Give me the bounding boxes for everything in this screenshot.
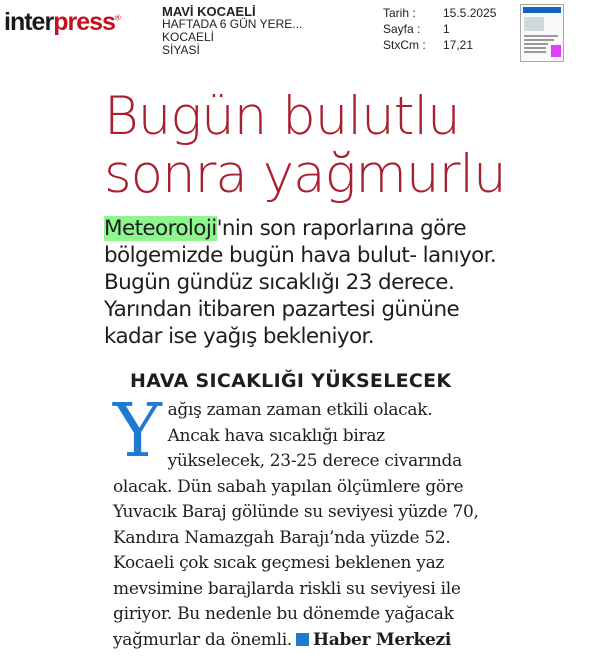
publication-info — [162, 5, 302, 57]
drop-cap: Y — [113, 388, 162, 474]
meta-key: Sayfa : — [383, 22, 421, 36]
headline-line-2: sonra yağmurlu — [104, 144, 506, 205]
highlighted-keyword: Meteoroloji — [104, 216, 217, 241]
thumbnail-line — [524, 47, 546, 49]
meta-row-date — [383, 5, 513, 21]
body-text: ağış zaman zaman etkili olacak. Ancak hava sıcaklığı biraz yükselecek, 23-25 derece civarında olacak. Dün sabah yapılan ölçümlere göre Yuvacık Baraj gölünde su seviyesi yüzde 70, Kandıra Namazgah Barajı’nda yüzde 52. Kocaeli çok sıcak geçmesi beklenen yaz mevsimine barajlarda riskli su seviyesi ile giriyor. Bu nedenle bu dönemde yağacak yağmurlar da önemli. — [113, 400, 479, 650]
publication-city: KOCAELİ — [162, 30, 215, 44]
thumbnail-photo — [524, 17, 544, 31]
article-subheading: HAVA SICAKLIĞI YÜKSELECEK — [130, 370, 452, 392]
headline-line-1: Bugün bulutlu — [104, 86, 460, 147]
lead-text: 'nin son raporlarına göre bölgemizde bugün hava bulut- lanıyor. Bugün gündüz sıcaklığı 23 derece. Yarından itibaren pazartesi gününe kadar ise yağış bekleniyor. — [104, 216, 497, 349]
logo-registered-mark: ® — [114, 13, 121, 23]
clipping-meta — [383, 5, 513, 53]
meta-row-page — [383, 21, 513, 37]
meta-value: 17,21 — [443, 38, 474, 52]
thumbnail-line — [524, 43, 548, 45]
publication-section: SİYASİ — [162, 43, 200, 57]
thumbnail-line — [524, 39, 554, 41]
article-headline — [104, 88, 544, 204]
thumbnail-highlight — [551, 45, 561, 57]
meta-key: StxCm : — [383, 38, 426, 52]
article-lead — [104, 215, 504, 350]
thumbnail-masthead — [523, 7, 561, 13]
logo-text-accent: press — [53, 8, 115, 36]
article-body — [113, 388, 483, 653]
publication-frequency: HAFTADA 6 GÜN YERE... — [162, 17, 303, 31]
byline: Haber Merkezi — [312, 629, 452, 650]
page-thumbnail[interactable] — [520, 4, 564, 62]
meta-value: 1 — [443, 22, 450, 36]
meta-row-stxcm — [383, 37, 513, 53]
square-bullet-icon — [296, 633, 309, 646]
interpress-logo — [4, 8, 121, 37]
thumbnail-line — [524, 35, 558, 37]
meta-value: 15.5.2025 — [443, 6, 497, 20]
logo-text-main: inter — [4, 8, 54, 36]
thumbnail-line — [524, 51, 546, 53]
meta-key: Tarih : — [383, 6, 416, 20]
publication-name: MAVİ KOCAELİ — [162, 4, 256, 19]
